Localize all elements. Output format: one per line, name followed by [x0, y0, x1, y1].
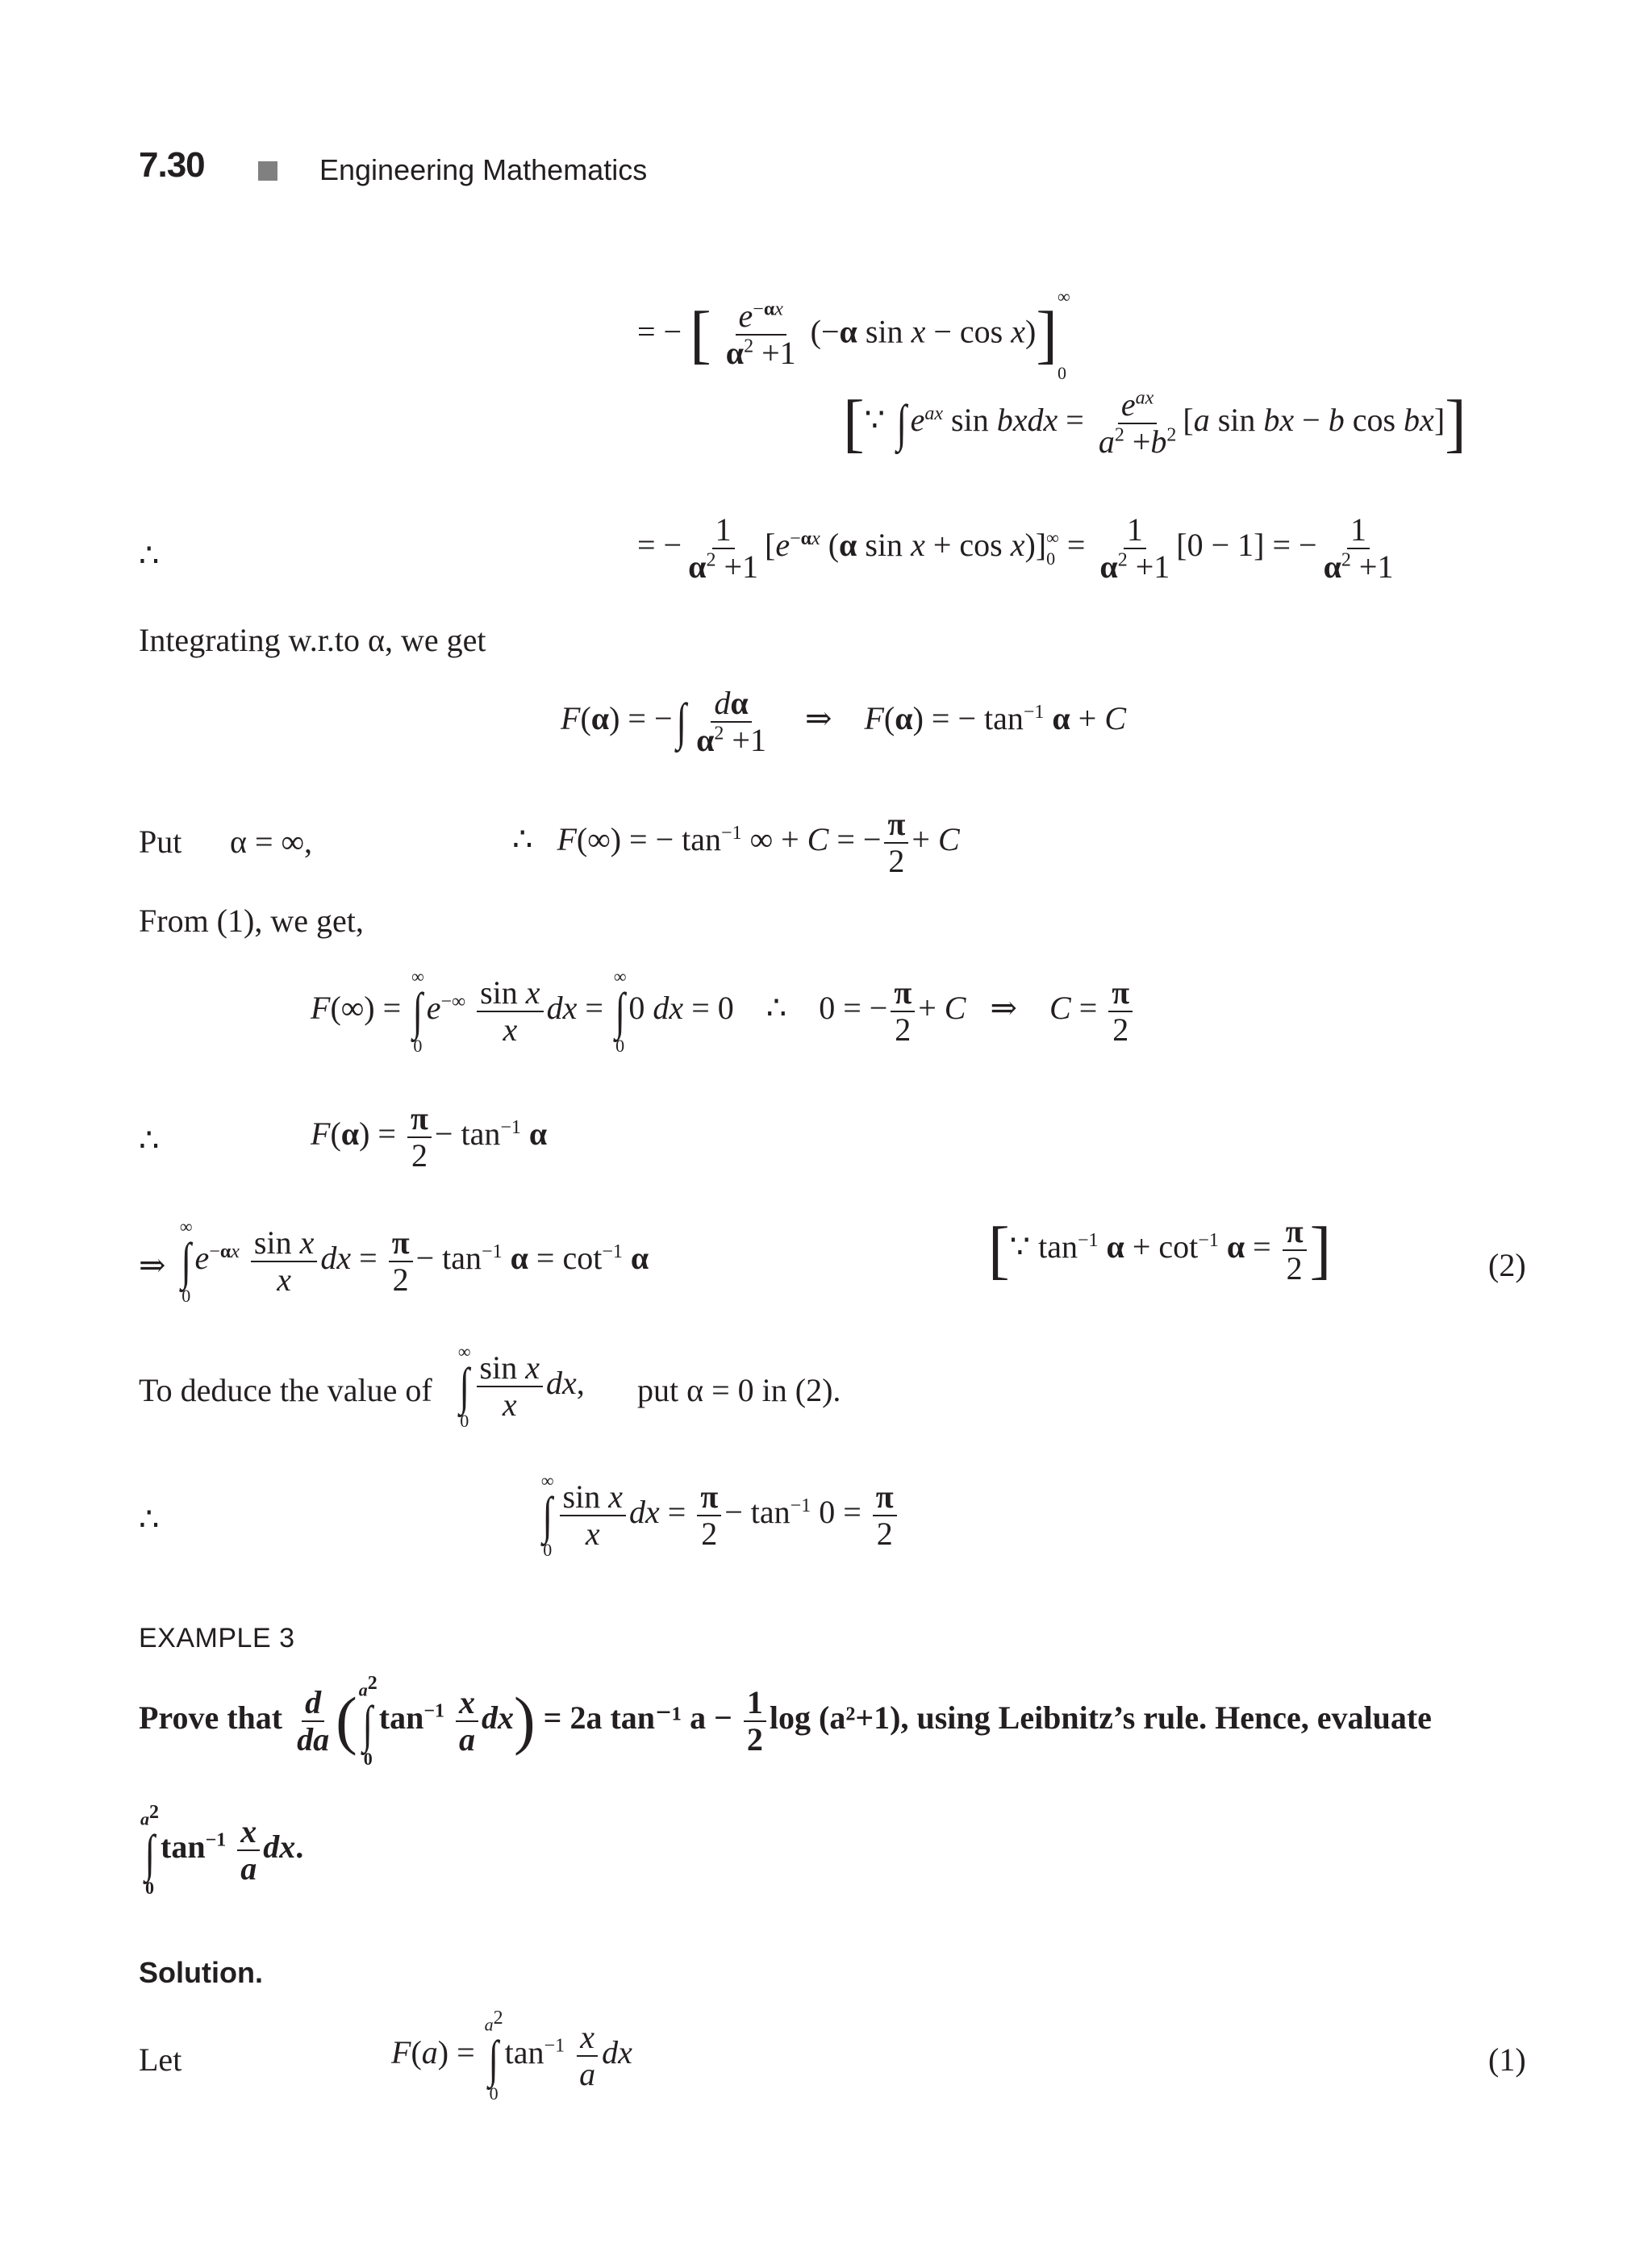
- prove-rhs: = 2a tan⁻¹ a −: [543, 1699, 732, 1736]
- page-number: 7.30: [139, 145, 205, 185]
- prove-statement: Prove that $\frac{d}{da}$ ( $a^2$ ∫ 0 $\tan^{-1}$ $\frac{x}{a}$ dx) = 2a tan⁻¹ a − $\frac{1}{2}$ log (a²+1), using Leibnitz’s rule. Hence, evaluate: [139, 1673, 1432, 1770]
- equation-1-label: (1): [1488, 2041, 1526, 2078]
- equation-line-3: = − $\frac{1}{\alpha^2 +1}$ [$e^{-\alpha x}$ (α sin x + cos x)] ∞ 0 = $\frac{1}{\alpha^2 +1}$ [0 − 1] = − $\frac{1}{\alpha^2 +1}$: [637, 511, 1394, 585]
- equation-F-alpha-result: F(α) = $\frac{\pi}{2}$ − $\tan^{-1} \alpha$: [311, 1100, 548, 1174]
- equation-hint-2: [∵ $\tan^{-1} \alpha + \cot^{-1} \alpha$ = $\frac{\pi}{2}$ ]: [988, 1213, 1332, 1286]
- equation-2-label: (2): [1488, 1247, 1526, 1283]
- deduce-integral: ∞ ∫ 0 $\frac{\text{sin x}}{x}$ dx,: [457, 1341, 585, 1431]
- equation-dirichlet: ∞ ∫ 0 $\frac{\text{sin x}}{x}$ dx = $\frac{\pi}{2}$ − $\tan^{-1} 0$ = $\frac{\pi}{2}$: [539, 1472, 900, 1559]
- therefore-symbol-1: ∴: [139, 537, 160, 573]
- equation-line-1: = − [ $\frac{e^{-\alpha x}}{\alpha^2 +1}$ (−α sin x − cos x)] ∞ 0: [637, 286, 1070, 384]
- equation-F-alpha: F(α) = − ∫ $\frac{d\alpha}{\alpha^2 +1}$ ⇒ F(α) = − $\tan^{-1} \alpha + C$: [561, 685, 1126, 758]
- prove-suffix: log (a²+1), using Leibnitz’s rule. Hence, evaluate: [769, 1699, 1432, 1736]
- header-square-icon: [258, 161, 277, 181]
- equation-F-infinity: ∴ F(∞) = − $\tan^{-1}$ ∞ + C = − $\frac{\pi}{2}$ + C: [512, 806, 960, 879]
- solution-label: Solution.: [139, 1956, 263, 1989]
- equation-hint-1: [∵ ∫ $e^{ax}$ sin bxdx = $\frac{e^{ax}}{a^2 +b^2}$ [a sin bx − b cos bx]]: [843, 386, 1466, 460]
- equation-1: F(a) = $a^2$ ∫ 0 $\tan^{-1}$ $\frac{x}{a}$ dx: [391, 2008, 632, 2104]
- integrating-text: Integrating w.r.to α, we get: [139, 622, 486, 658]
- deduce-suffix: put α = 0 in (2).: [637, 1372, 841, 1408]
- from-1-text: From (1), we get,: [139, 903, 364, 939]
- deduce-text: To deduce the value of: [139, 1372, 432, 1408]
- evaluate-integral: $a^2$ ∫ 0 $\tan^{-1}$ $\frac{x}{a}$ dx.: [140, 1802, 304, 1899]
- book-title: Engineering Mathematics: [319, 153, 648, 186]
- put-label: Put: [139, 824, 182, 860]
- prove-prefix: Prove that: [139, 1699, 283, 1736]
- implies-symbol: ⇒: [139, 1247, 166, 1283]
- example-heading: EXAMPLE 3: [139, 1623, 295, 1653]
- put-value: α = ∞,: [230, 824, 313, 860]
- equation-2: ∞ ∫ 0 $e^{-\alpha x}$ $\frac{\text{sin x}}{x}$ dx = $\frac{\pi}{2}$ − $\tan^{-1} \alpha = \cot^{-1} \alpha$: [179, 1216, 649, 1306]
- therefore-symbol-3: ∴: [139, 1501, 160, 1537]
- therefore-symbol-2: ∴: [139, 1122, 160, 1158]
- equation-F-infinity-zero: F(∞) = ∞ ∫ 0 e−∞ $\frac{\text{sin x}}{x}$ dx = ∞ ∫ 0 0 dx = 0 ∴ 0 = − $\frac{\pi}{2}$ + C ⇒ C = $\frac{\pi}{2}$: [311, 968, 1136, 1055]
- let-label: Let: [139, 2041, 182, 2078]
